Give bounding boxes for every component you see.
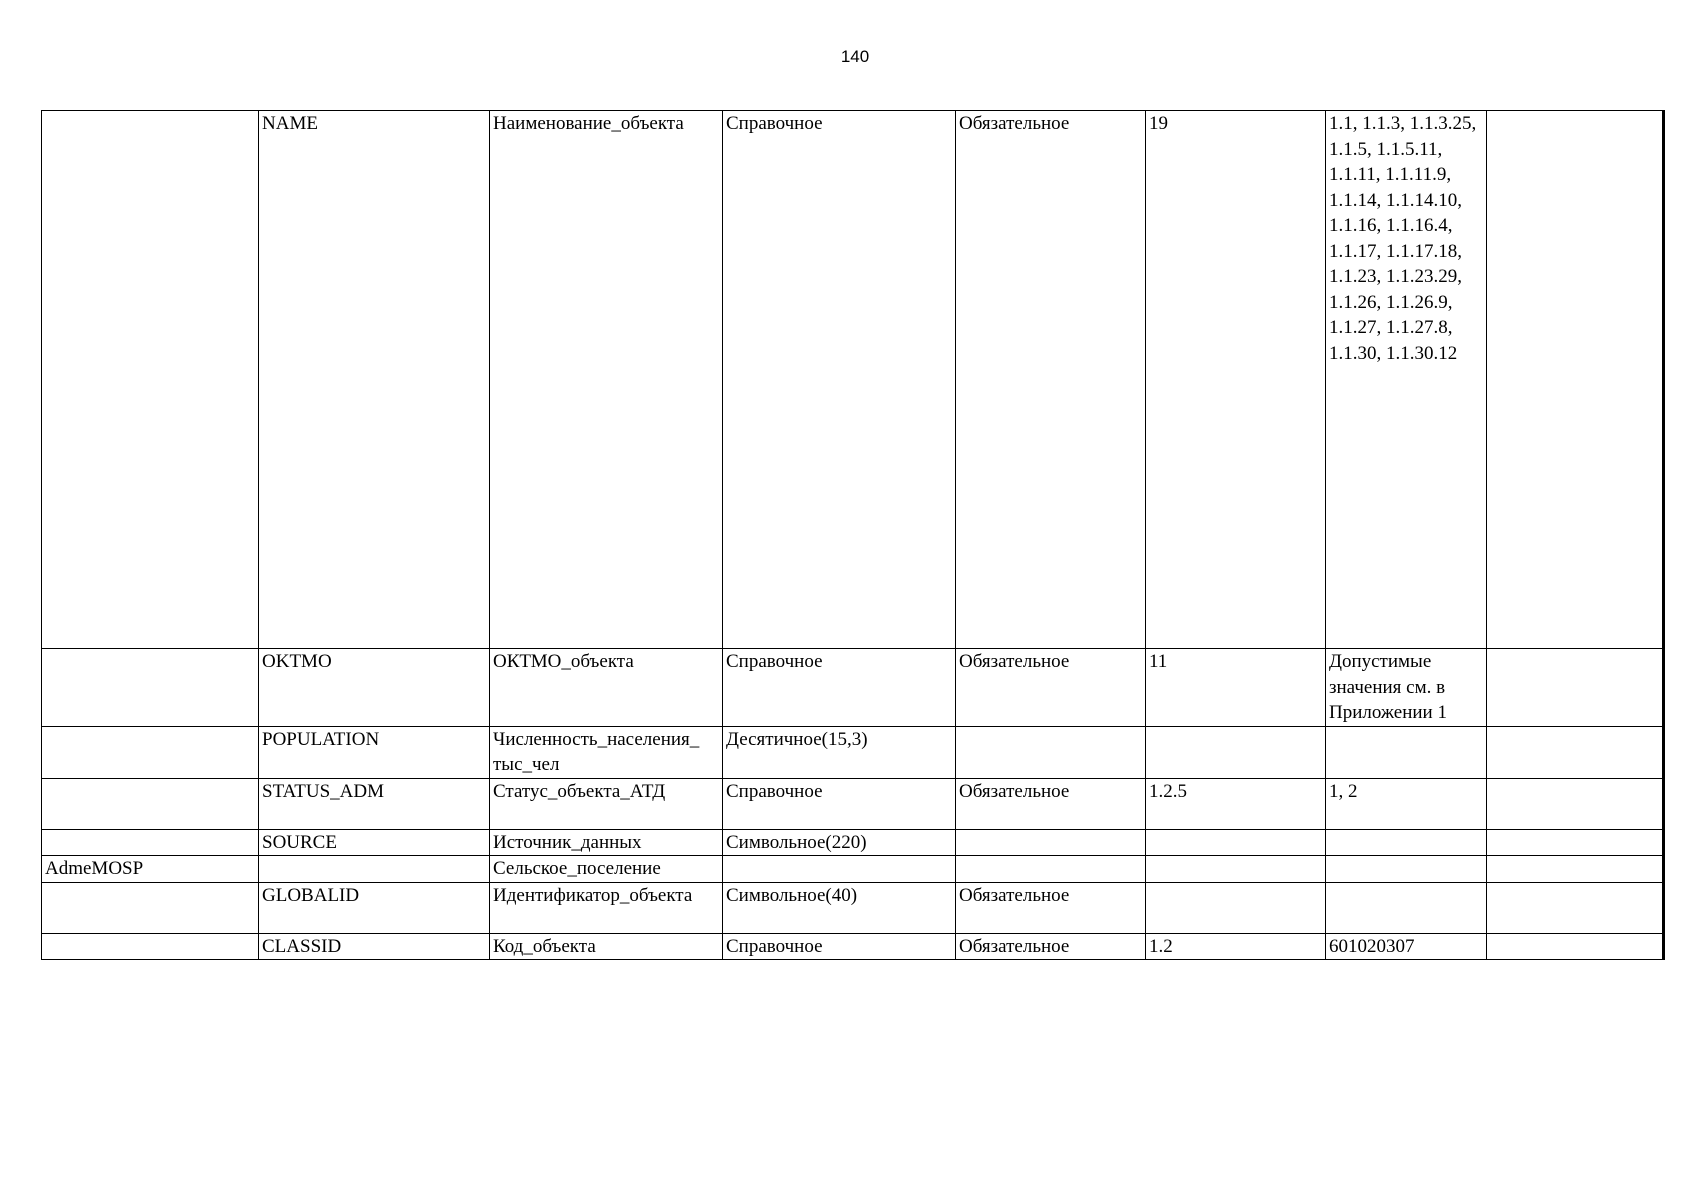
table-cell-required (956, 829, 1146, 856)
table-row (42, 726, 1664, 778)
table-cell-type: Справочное (723, 933, 956, 960)
table-cell-required: Обязательное (956, 778, 1146, 829)
table-row (42, 829, 1664, 856)
table-cell-values: 1, 2 (1326, 778, 1487, 829)
table-cell-layer: AdmeMOSP (42, 856, 259, 883)
table-cell-required: Обязательное (956, 882, 1146, 933)
table-cell-layer (42, 778, 259, 829)
table-row (42, 882, 1664, 933)
table-cell-reference: 19 (1146, 111, 1326, 649)
table-cell-layer (42, 649, 259, 727)
table-cell-field: CLASSID (259, 933, 490, 960)
table-cell-values (1326, 726, 1487, 778)
table-cell-reference (1146, 856, 1326, 883)
table-cell-type: Символьное(40) (723, 882, 956, 933)
table-cell-reference: 1.2.5 (1146, 778, 1326, 829)
table-cell-type: Десятичное(15,3) (723, 726, 956, 778)
table-cell-type: Справочное (723, 649, 956, 727)
table-cell-alias: Сельское_поселение (490, 856, 723, 883)
table-cell-values: 601020307 (1326, 933, 1487, 960)
table-cell-alias: Идентификатор_объекта (490, 882, 723, 933)
table-cell-reference (1146, 882, 1326, 933)
table-cell-type: Справочное (723, 111, 956, 649)
table-cell-note (1487, 856, 1664, 883)
table-cell-required (956, 856, 1146, 883)
table-cell-field: NAME (259, 111, 490, 649)
table-row (42, 778, 1664, 829)
table-cell-required: Обязательное (956, 649, 1146, 727)
table-cell-values (1326, 856, 1487, 883)
table-cell-values: 1.1, 1.1.3, 1.1.3.25, 1.1.5, 1.1.5.11, 1.1.11, 1.1.11.9, 1.1.14, 1.1.14.10, 1.1.16, 1.1.16.4, 1.1.17, 1.1.17.18, 1.1.23, 1.1.23.29, 1.1.26, 1.1.26.9, 1.1.27, 1.1.27.8, 1.1.30, 1.1.30.12 (1326, 111, 1487, 649)
table-cell-values: Допустимые значения см. в Приложении 1 (1326, 649, 1487, 727)
table-cell-field: GLOBALID (259, 882, 490, 933)
table-cell-layer (42, 726, 259, 778)
table-cell-reference: 11 (1146, 649, 1326, 727)
table-row (42, 111, 1664, 649)
table-row (42, 649, 1664, 727)
table-cell-field: STATUS_ADM (259, 778, 490, 829)
page-number: 140 (840, 47, 870, 66)
table-cell-required (956, 726, 1146, 778)
table-cell-alias: Статус_объекта_АТД (490, 778, 723, 829)
table-cell-layer (42, 882, 259, 933)
table-cell-note (1487, 778, 1664, 829)
table-cell-note (1487, 882, 1664, 933)
attribute-table (41, 110, 1665, 960)
table-row (42, 933, 1664, 960)
table-cell-note (1487, 726, 1664, 778)
table-cell-note (1487, 649, 1664, 727)
table-cell-values (1326, 882, 1487, 933)
table-cell-type: Символьное(220) (723, 829, 956, 856)
table-cell-reference: 1.2 (1146, 933, 1326, 960)
table-cell-note (1487, 829, 1664, 856)
table-cell-note (1487, 111, 1664, 649)
table-cell-alias: Код_объекта (490, 933, 723, 960)
table-cell-required: Обязательное (956, 933, 1146, 960)
table-cell-field: OKTMO (259, 649, 490, 727)
table-cell-layer (42, 933, 259, 960)
table-cell-field: SOURCE (259, 829, 490, 856)
table-row (42, 856, 1664, 883)
table-cell-layer (42, 829, 259, 856)
table-cell-values (1326, 829, 1487, 856)
table-cell-type: Справочное (723, 778, 956, 829)
table-cell-required: Обязательное (956, 111, 1146, 649)
table-cell-alias: Источник_данных (490, 829, 723, 856)
table-cell-layer (42, 111, 259, 649)
table-cell-note (1487, 933, 1664, 960)
table-cell-field (259, 856, 490, 883)
table-cell-field: POPULATION (259, 726, 490, 778)
table-cell-alias: Наименование_объекта (490, 111, 723, 649)
table-cell-alias: Численность_населения_ тыс_чел (490, 726, 723, 778)
table-body (42, 111, 1664, 960)
table-cell-type (723, 856, 956, 883)
table-cell-reference (1146, 726, 1326, 778)
table-cell-reference (1146, 829, 1326, 856)
table-cell-alias: ОКТМО_объекта (490, 649, 723, 727)
